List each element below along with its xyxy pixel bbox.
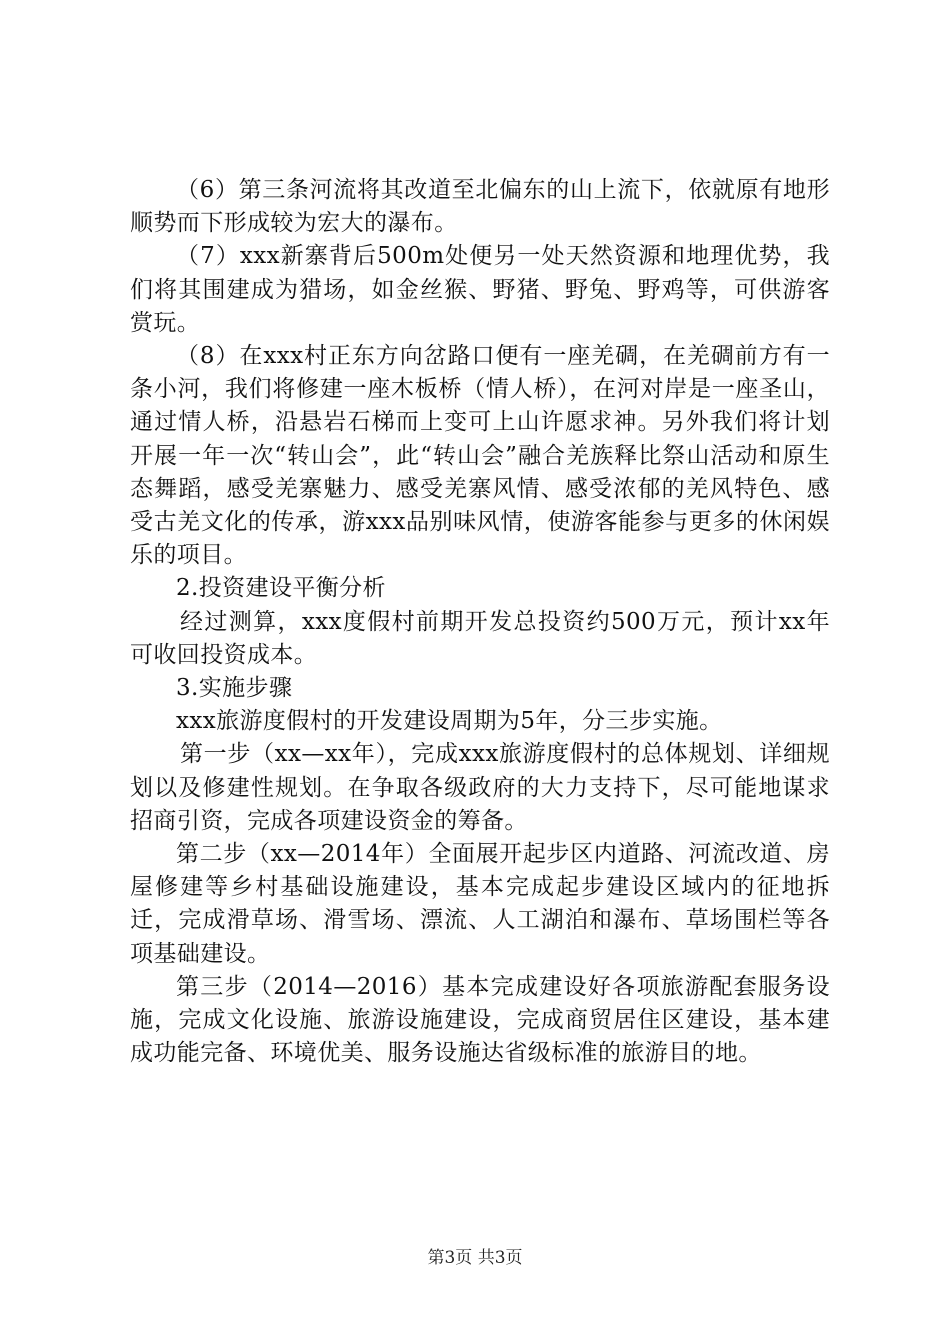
paragraph-step-three: 第三步（2014—2016）基本完成建设好各项旅游配套服务设施，完成文化设施、旅游设施建设，完成商贸居住区建设，基本建成功能完备、环境优美、服务设施达省级标准的旅游目的地。: [130, 973, 830, 1067]
paragraph-item-7: （7）xxx新寨背后500m处便另一处天然资源和地理优势，我们将其围建成为猎场，如金丝猴、野猪、野兔、野鸡等，可供游客赏玩。: [130, 243, 830, 336]
page-footer: 第3页 共3页: [427, 1248, 523, 1268]
paragraph-item-6: （6）第三条河流将其改道至北偏东的山上流下，依就原有地形顺势而下形成较为宏大的瀑布。: [130, 177, 830, 237]
paragraph-steps-intro: xxx旅游度假村的开发建设周期为5年，分三步实施。: [176, 708, 723, 735]
paragraph-step-one: 第一步（xx—xx年），完成xxx旅游度假村的总体规划、详细规划以及修建性规划。在争取各级政府的大力支持下，尽可能地谋求招商引资，完成各项建设资金的筹备。: [130, 741, 830, 834]
paragraph-step-two: 第二步（xx—2014年）全面展开起步区内道路、河流改道、房屋修建等乡村基础设施建设，基本完成起步建设区域内的征地拆迁，完成滑草场、滑雪场、漂流、人工湖泊和瀑布、草场围栏等各项基础建设。: [130, 841, 830, 967]
document-body: [130, 174, 830, 1070]
paragraph-investment: 经过测算，xxx度假村前期开发总投资约500万元，预计xx年可收回投资成本。: [130, 608, 830, 668]
paragraph-item-8: （8）在xxx村正东方向岔路口便有一座羌碉，在羌碉前方有一条小河，我们将修建一座木板桥（情人桥），在河对岸是一座圣山，通过情人桥，沿悬岩石梯而上变可上山许愿求神。另外我们将计划开展一年一次“转山会”，此“转山会”融合羌族释比祭山活动和原生态舞蹈，感受羌寨魅力、感受羌寨风情、感受浓郁的羌风特色、感受古羌文化的传承，游xxx品别味风情，使游客能参与更多的休闲娱乐的项目。: [130, 343, 830, 569]
section-heading-steps: 3.实施步骤: [176, 675, 293, 702]
section-heading-investment: 2.投资建设平衡分析: [176, 575, 386, 602]
